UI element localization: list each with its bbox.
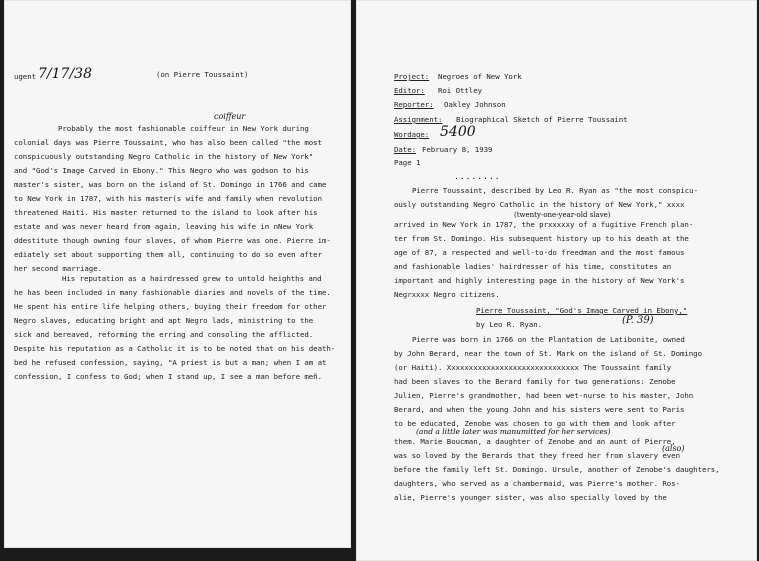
assignment-label: Assignment: — [394, 115, 443, 124]
text-line: important and highly interesting page in the history of New York's — [394, 276, 685, 285]
text-line: them. Marie Boucman, a daughter of Zenobe and an aunt of Pierre, — [394, 437, 676, 446]
text-line: Negrxxxx Negro citizens. — [394, 290, 500, 299]
text-line: confession, I confess to God; when I stand up, I see a man before meñ. — [14, 372, 322, 381]
page-number: Page 1 — [394, 158, 421, 167]
text-line: (or Haiti). Xxxxxxxxxxxxxxxxxxxxxxxxxxxxxx The Toussaint family — [394, 363, 672, 372]
project-value: Negroes of New York — [438, 72, 522, 81]
text-line: alie, Pierre's younger sister, was also specially loved by the — [394, 493, 667, 502]
text-line: ter from St. Domingo. His subsequent history up to his death at the — [394, 234, 689, 243]
text-line: bed he refused confession, saying, "A priest is but a man; when I am at — [14, 358, 327, 367]
text-line: Pierre Toussaint, described by Leo R. Ryan as "the most conspicu- — [412, 186, 698, 195]
text-line: and "God's Image Carved in Ebony." This Negro who was godson to his — [14, 166, 309, 175]
text-line: conspicuously outstanding Negro Catholic in the history of New York" — [14, 152, 314, 161]
citation-title: Pierre Toussaint, "God's Image Carved in Ebony," — [476, 306, 688, 315]
text-line: Despite his reputation as a Catholic it is to be noted that on his death- — [14, 344, 336, 353]
text-line: before the family left St. Domingo. Ursule, another of Zenobe's daughters, — [394, 465, 720, 474]
text-line: Negro slaves, educating bright and apt Negro lads, ministring to the — [14, 316, 314, 325]
separator-dots: ........ — [454, 172, 501, 181]
text-line: He spent his entire life helping others, buying their freedom for other — [14, 302, 327, 311]
text-line: Julien, Pierre's grandmother, had been wet-nurse to his master, John — [394, 391, 694, 400]
right-document-page — [356, 0, 757, 561]
editor-label: Editor: — [394, 86, 425, 95]
project-label: Project: — [394, 72, 430, 81]
reporter-value: Oakley Johnson — [444, 100, 506, 109]
text-line: daughters, who served as a chambermaid, was Pierre's mother. Ros- — [394, 479, 680, 488]
text-line: to New York in 1787, with his master(s wife and family when revolution — [14, 194, 322, 203]
text-line: by John Berard, near the town of St. Mark on the island of St. Domingo — [394, 349, 702, 358]
inserted-text: (twenty-one-year-old slave) — [514, 211, 611, 219]
text-line: ously outstanding Negro Catholic in the history of New York," xxxx — [394, 200, 685, 209]
text-line: estate and was never heard from again, leaving his wife in nNew York — [14, 222, 314, 231]
text-line: master's sister, was born on the island of St. Domingo in 1766 and came — [14, 180, 327, 189]
wordage-value: 5400 — [440, 124, 476, 140]
text-line: His reputation as a hairdressed grew to untold heighths and — [62, 274, 322, 283]
text-line: her second marriage. — [14, 264, 102, 273]
text-line: Probably the most fashionable coiffeur in New York during — [58, 124, 309, 133]
citation-note: (P. 39) — [622, 315, 654, 326]
handwritten-margin-note: (also) — [662, 444, 685, 453]
citation-author: by Leo R. Ryan. — [476, 320, 542, 329]
text-line: age of 87, a respected and well-to-do freedman and the most famous — [394, 248, 685, 257]
text-line: ediately set about supporting them all, continuing to do so even after — [14, 250, 322, 259]
left-document-page — [4, 0, 351, 548]
handwritten-correction: coiffeur — [214, 112, 246, 121]
text-line: colonial days was Pierre Toussaint, who has also been called "the most — [14, 138, 322, 147]
text-line: Berard, and when the young John and his sisters were sent to Paris — [394, 405, 685, 414]
text-line: had been slaves to the Berard family for two generations: Zenobe — [394, 377, 676, 386]
document-heading: (on Pierre Toussaint) — [156, 70, 249, 79]
date-value: February 8, 1939 — [422, 145, 493, 154]
handwritten-date: 7/17/38 — [38, 66, 92, 82]
text-line: Pierre was born in 1766 on the Plantation de Latibonite, owned — [412, 335, 685, 344]
text-line: was so loved by the Berards that they freed her from slavery even — [394, 451, 680, 460]
text-line: and fashionable ladies' hairdresser of his time, constitutes an — [394, 262, 672, 271]
date-label: Date: — [394, 145, 416, 154]
text-line: ddestitute though owning four slaves, of whom Pierre was one. Pierre im- — [14, 236, 331, 245]
handwritten-insert: (and a little later was manumitted for her services) — [416, 427, 611, 436]
text-line: to be educated, Zenobe was chosen to go with them and look after — [394, 419, 676, 428]
reporter-label: Reporter: — [394, 100, 434, 109]
text-line: threatened Haiti. His master returned to the island to look after his — [14, 208, 318, 217]
text-line: sick and bereaved, reforming the erring and consoling the afflicted. — [14, 330, 314, 339]
text-line: he has been included in many fashionable diaries and novels of the time. — [14, 288, 331, 297]
text-line: arrived in New York in 1787, the prxxxxxy of a fugitive French plan- — [394, 220, 694, 229]
editor-value: Roi Ottley — [438, 86, 482, 95]
wordage-label: Wordage: — [394, 130, 430, 139]
corner-label: ugent — [14, 72, 36, 81]
assignment-value: Biographical Sketch of Pierre Toussaint — [456, 115, 628, 124]
